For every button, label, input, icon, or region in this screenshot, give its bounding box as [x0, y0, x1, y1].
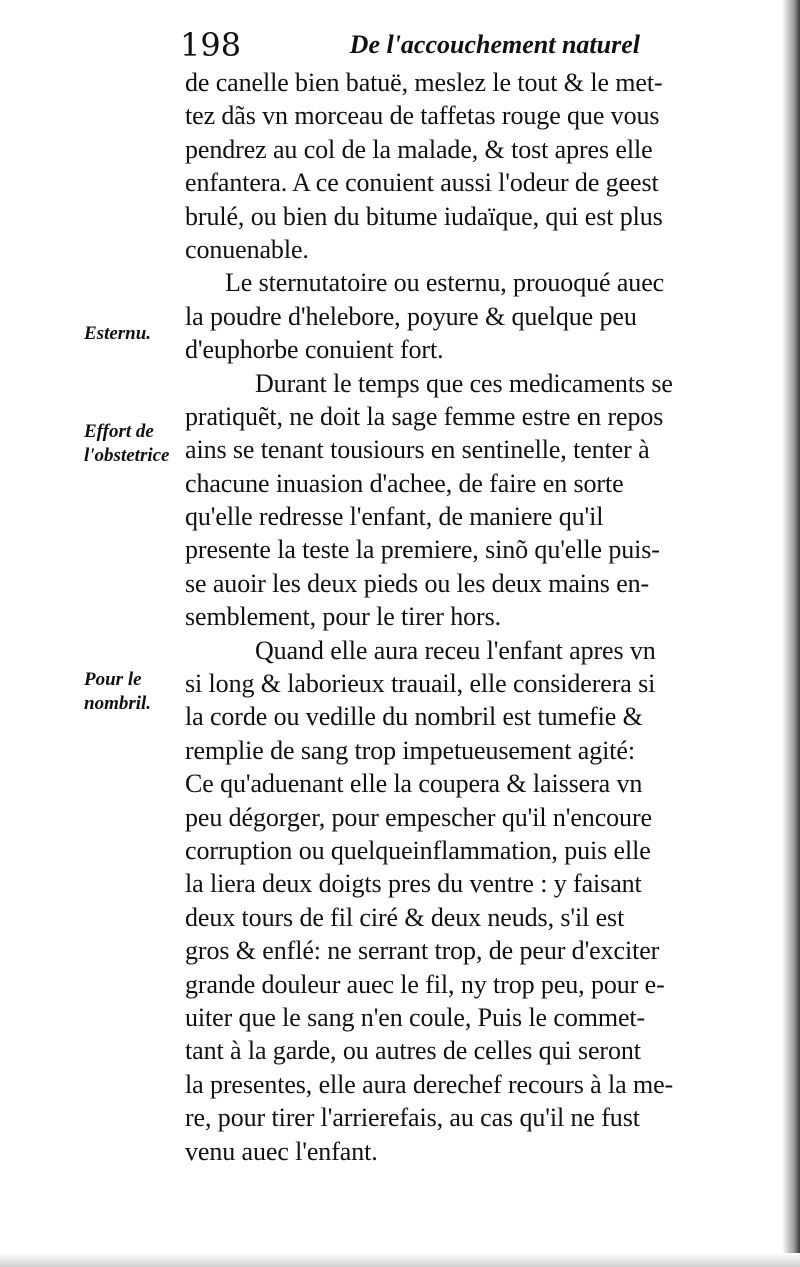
text-line: de canelle bien batuë, meslez le tout & le met-	[185, 68, 663, 97]
text-line: gros & enflé: ne serrant trop, de peur d'exciter	[185, 936, 660, 966]
margin-note-line: l'obstetrice	[84, 445, 170, 466]
text-line: enfantera. A ce conuient aussi l'odeur de geest	[185, 168, 659, 198]
margin-note-esternu	[84, 322, 151, 346]
text-line: chacune inuasion d'achee, de faire en sorte	[185, 468, 624, 498]
text-line: uiter que le sang n'en coule, Puis le commet-	[185, 1002, 646, 1032]
text-line: la poudre d'helebore, poyure & quelque peu	[185, 301, 637, 331]
margin-note-line: nombril.	[84, 693, 152, 714]
text-line: conuenable.	[185, 234, 309, 264]
margin-note-line: Pour le	[84, 669, 142, 690]
text-line: qu'elle redresse l'enfant, de maniere qu'il	[185, 502, 604, 532]
margin-note-effort	[84, 420, 169, 468]
page-bottom-shadow	[0, 1253, 800, 1267]
text-line: d'euphorbe conuient fort.	[185, 335, 444, 365]
text-line: Le sternutatoire ou esternu, prouoqué auec	[225, 268, 665, 298]
page-number: 198	[180, 26, 242, 64]
text-line: la corde ou vedille du nombril est tumefie &	[185, 702, 643, 732]
text-line: peu dégorger, pour empescher qu'il n'encoure	[185, 802, 652, 832]
text-line: corruption ou quelqueinflammation, puis elle	[185, 835, 651, 865]
page-edge-shadow	[782, 0, 800, 1267]
text-line: se auoir les deux pieds ou les deux mains en-	[185, 568, 650, 598]
margin-note-nombril	[84, 668, 151, 716]
text-line: pratiquẽt, ne doit la sage femme estre en repos	[185, 401, 664, 431]
text-line: Quand elle aura receu l'enfant apres vn	[255, 635, 656, 665]
running-title: De l'accouchement naturel	[349, 30, 640, 59]
text-line: deux tours de fil ciré & deux neuds, s'il est	[185, 902, 625, 932]
text-line: grande douleur auec le fil, ny trop peu, pour e-	[185, 969, 665, 999]
text-line: brulé, ou bien du bitume iudaïque, qui est plus	[185, 201, 663, 231]
text-line: tant à la garde, ou autres de celles qui seront	[185, 1036, 641, 1066]
text-line: remplie de sang trop impetueusement agité:	[185, 735, 635, 765]
text-line: re, pour tirer l'arrierefais, au cas qu'il ne fust	[185, 1103, 640, 1133]
text-line: la presentes, elle aura derechef recours à la me-	[185, 1069, 674, 1099]
text-line: presente la teste la premiere, sinõ qu'elle puis-	[185, 535, 660, 565]
body-text	[185, 66, 765, 1168]
text-line: pendrez au col de la malade, & tost apres elle	[185, 134, 653, 164]
text-line: Durant le temps que ces medicaments se	[255, 368, 673, 398]
text-line: Ce qu'aduenant elle la coupera & laissera vn	[185, 769, 643, 799]
page-header	[180, 22, 640, 72]
margin-note-line: Effort de	[84, 421, 154, 442]
text-line: si long & laborieux trauail, elle considerera si	[185, 669, 656, 699]
text-line: venu auec l'enfant.	[185, 1136, 378, 1166]
margin-note-line: Esternu.	[84, 323, 152, 344]
text-line: semblement, pour le tirer hors.	[185, 602, 502, 632]
text-line: la liera deux doigts pres du ventre : y faisant	[185, 869, 642, 899]
text-line: tez dãs vn morceau de taffetas rouge que vous	[185, 101, 660, 131]
text-line: ains se tenant tousiours en sentinelle, tenter à	[185, 435, 650, 465]
